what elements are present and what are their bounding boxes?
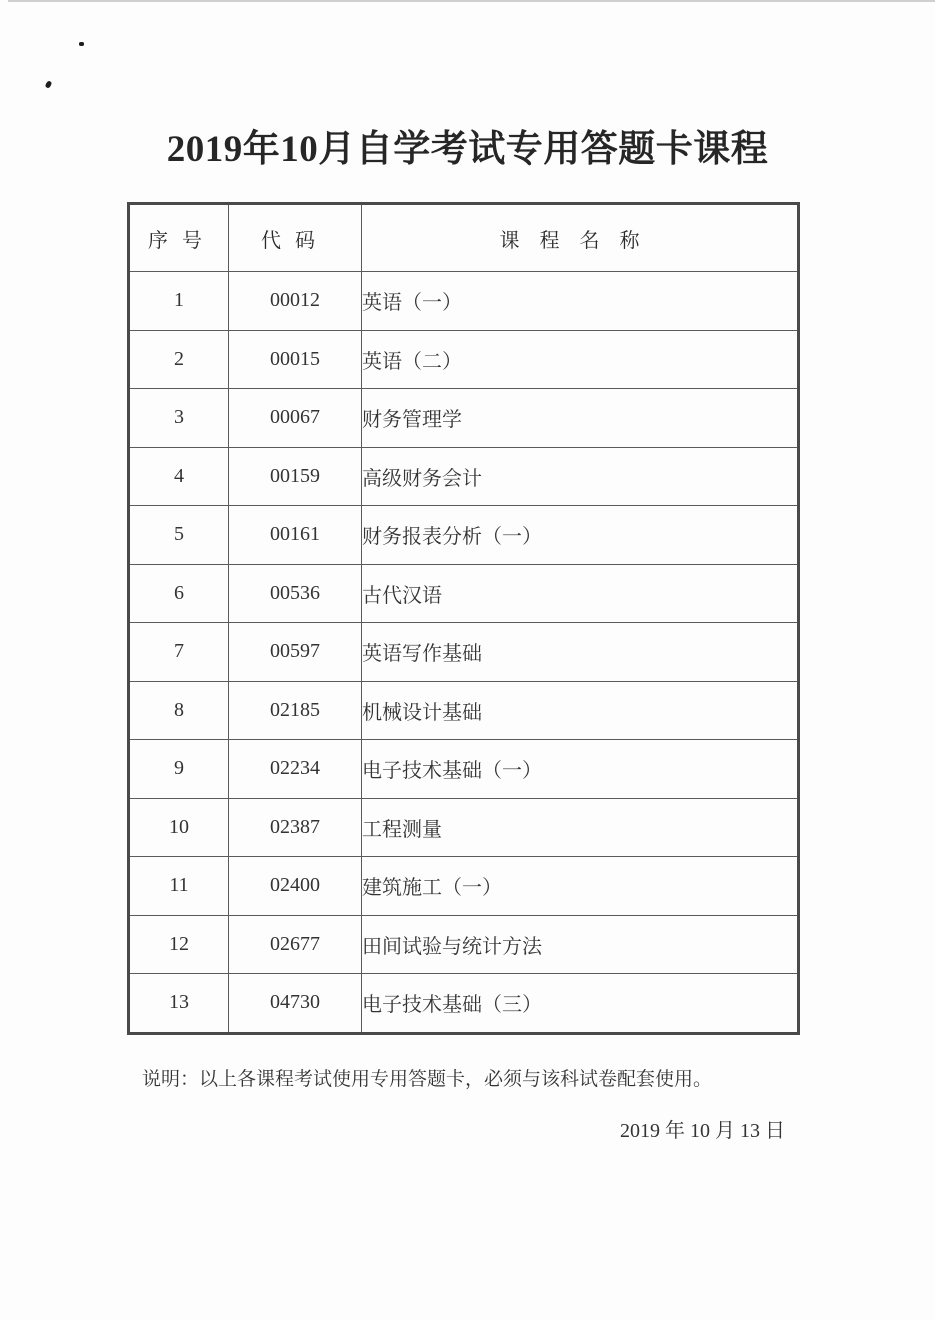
row-course-name: 电子技术基础（一） <box>362 740 799 799</box>
row-code: 02387 <box>229 798 362 857</box>
row-seq: 2 <box>129 330 229 389</box>
row-code: 00015 <box>229 330 362 389</box>
table-row <box>129 330 799 389</box>
table-row <box>129 857 799 916</box>
row-seq: 11 <box>129 857 229 916</box>
row-course-name: 建筑施工（一） <box>362 857 799 916</box>
row-course-name: 田间试验与统计方法 <box>362 915 799 974</box>
row-seq: 6 <box>129 564 229 623</box>
row-course-name: 财务报表分析（一） <box>362 506 799 565</box>
table-row <box>129 798 799 857</box>
row-course-name: 高级财务会计 <box>362 447 799 506</box>
scan-speck <box>45 80 53 89</box>
table-header-row <box>129 204 799 272</box>
table-row <box>129 506 799 565</box>
table-row <box>129 623 799 682</box>
table-row <box>129 740 799 799</box>
row-code: 02400 <box>229 857 362 916</box>
table-row <box>129 974 799 1034</box>
row-course-name: 古代汉语 <box>362 564 799 623</box>
row-code: 00012 <box>229 272 362 331</box>
row-seq: 3 <box>129 389 229 448</box>
table-row <box>129 681 799 740</box>
row-seq: 13 <box>129 974 229 1034</box>
row-seq: 5 <box>129 506 229 565</box>
row-course-name: 英语写作基础 <box>362 623 799 682</box>
note-text: 说明：以上各课程考试使用专用答题卡，必须与该科试卷配套使用。 <box>142 1068 713 1090</box>
row-course-name: 英语（二） <box>362 330 799 389</box>
table-row <box>129 389 799 448</box>
table-row <box>129 272 799 331</box>
row-code: 00159 <box>229 447 362 506</box>
row-course-name: 财务管理学 <box>362 389 799 448</box>
row-code: 02185 <box>229 681 362 740</box>
row-course-name: 英语（一） <box>362 272 799 331</box>
header-code: 代码 <box>229 204 362 272</box>
table-row <box>129 564 799 623</box>
scan-edge <box>8 0 935 2</box>
row-seq: 9 <box>129 740 229 799</box>
row-course-name: 电子技术基础（三） <box>362 974 799 1034</box>
row-code: 00067 <box>229 389 362 448</box>
document-date: 2019 年 10 月 13 日 <box>620 1120 785 1142</box>
table-row <box>129 447 799 506</box>
header-seq: 序号 <box>129 204 229 272</box>
row-code: 00597 <box>229 623 362 682</box>
row-code: 00536 <box>229 564 362 623</box>
header-name: 课程名称 <box>362 204 799 272</box>
row-seq: 12 <box>129 915 229 974</box>
table-row <box>129 915 799 974</box>
row-seq: 1 <box>129 272 229 331</box>
row-seq: 10 <box>129 798 229 857</box>
row-code: 00161 <box>229 506 362 565</box>
row-seq: 7 <box>129 623 229 682</box>
row-seq: 4 <box>129 447 229 506</box>
page-title: 2019年10月自学考试专用答题卡课程 <box>166 129 769 170</box>
row-code: 02677 <box>229 915 362 974</box>
row-course-name: 工程测量 <box>362 798 799 857</box>
course-table <box>127 202 800 1035</box>
row-course-name: 机械设计基础 <box>362 681 799 740</box>
row-code: 04730 <box>229 974 362 1034</box>
scan-speck <box>79 42 84 46</box>
row-seq: 8 <box>129 681 229 740</box>
row-code: 02234 <box>229 740 362 799</box>
